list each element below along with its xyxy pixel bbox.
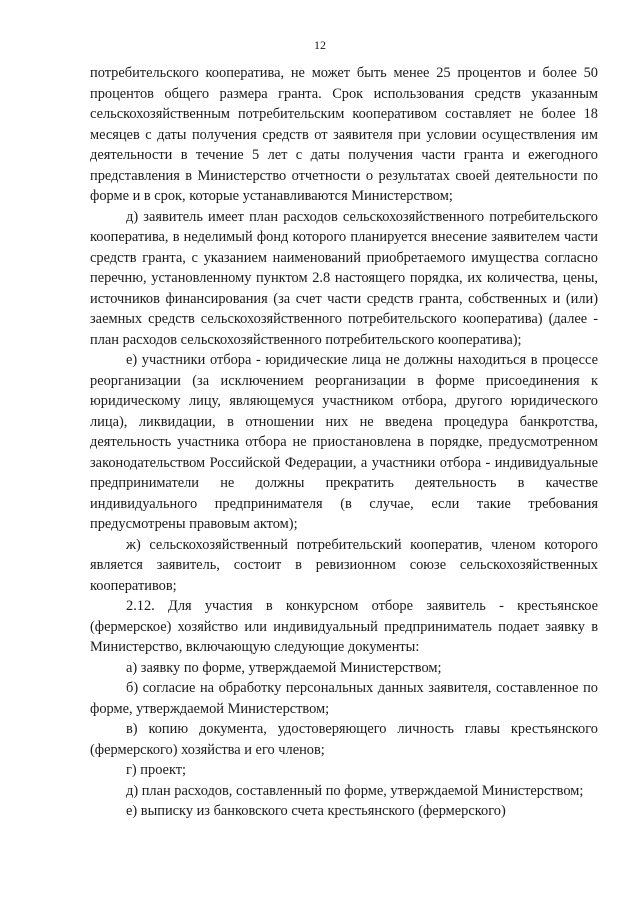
paragraph-item-e-bank-statement: е) выписку из банковского счета крестьянского (фермерского) (126, 803, 506, 819)
paragraph-item-d-plan: д) план расходов, составленный по форме, утверждаемой Министерством; (126, 782, 584, 799)
paragraph-item-g-project: г) проект; (126, 762, 187, 778)
paragraph-item-v-identity: в) копию документа, удостоверяющего личность главы крестьянского (фермерского) хозяйства и его членов; (90, 721, 598, 758)
document-body (90, 63, 598, 822)
paragraph-item-d-expense-plan: д) заявитель имеет план расходов сельскохозяйственного потребительского кооператива, в неделимый фонд которого планируется внесение заявителем части средств гранта, с указанием наименований приобретаемого имущества согласно перечню, установленному пунктом 2.8 настоящего порядка, их количества, цены, источников финансирования (за счет части средств гранта, собственных и (или) заемных средств сельскохозяйственного потребительского кооператива) (далее - план расходов сельскохозяйственного потребительского кооператива); (90, 208, 598, 348)
paragraph-continuation: потребительского кооператива, не может быть менее 25 процентов и более 50 процентов общего размера гранта. Срок использования средств указанным сельскохозяйственным потребительским кооперативом составляет не более 18 месяцев с даты получения средств от заявителя при условии осуществления им деятельности в течение 5 лет с даты получения части гранта и ежегодного представления в Министерство отчетности о результатах своей деятельности по форме и в срок, которые устанавливаются Министерством; (90, 65, 598, 204)
page-number: 12 (314, 38, 326, 52)
paragraph-item-a-application: а) заявку по форме, утверждаемой Министерством; (126, 659, 442, 676)
paragraph-item-b-consent: б) согласие на обработку персональных данных заявителя, составленное по форме, утверждаемой Министерством; (90, 680, 598, 717)
paragraph-section-2-12: 2.12. Для участия в конкурсном отборе заявитель - крестьянское (фермерское) хозяйство или индивидуальный предприниматель подает заявку в Министерство, включающую следующие документы: (90, 598, 598, 655)
paragraph-item-zh-cooperative: ж) сельскохозяйственный потребительский кооператив, членом которого является заявитель, состоит в ревизионном союзе сельскохозяйственных кооперативов; (90, 536, 598, 594)
paragraph-item-e-participants: е) участники отбора - юридические лица не должны находиться в процессе реорганизации (за исключением реорганизации в форме присоединения к юридическому лицу, являющемуся участником отбора, другого юридического лица), ликвидации, в отношении них не введена процедура банкротства, деятельность участника отбора не приостановлена в порядке, предусмотренном законодательством Российской Федерации, а участники отбора - индивидуальные предприниматели не должны прекратить деятельность в качестве индивидуального предпринимателя (в случае, если такие требования предусмотрены правовым актом); (90, 352, 598, 532)
